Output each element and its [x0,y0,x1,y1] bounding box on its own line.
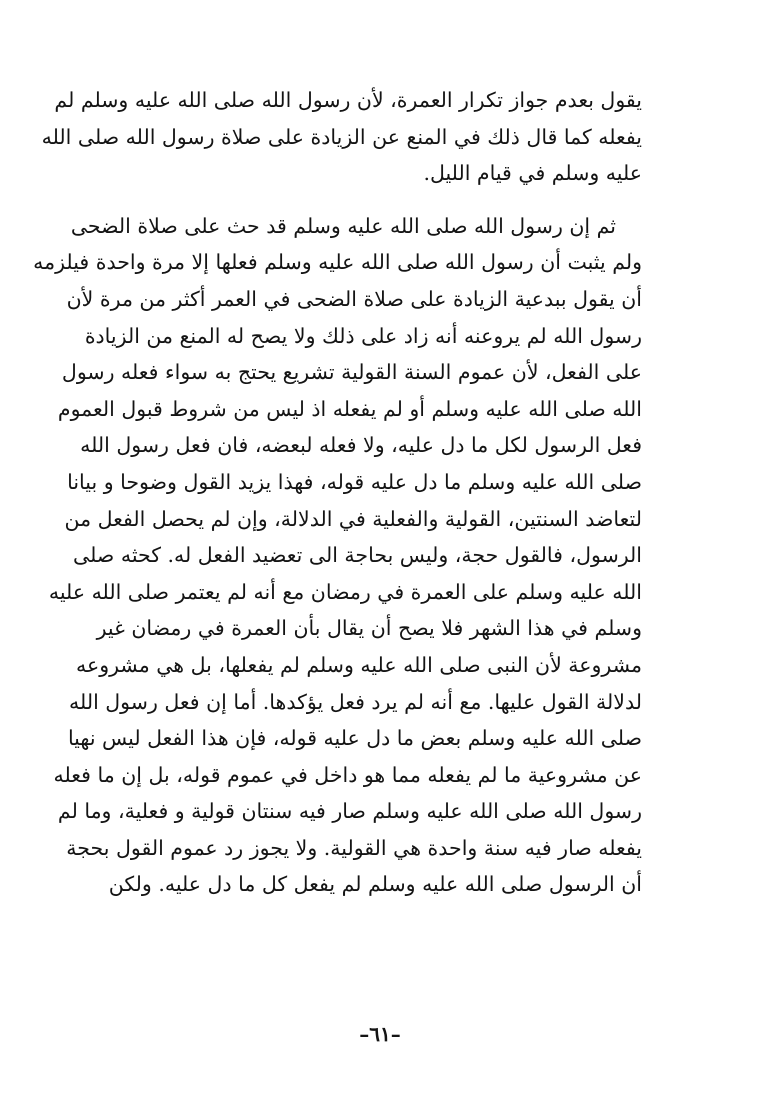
text-line: ثم إن رسول الله صلى الله عليه وسلم قد حث على صلاة الضحى [70,213,616,238]
text-line: يفعله كما قال ذلك في المنع عن الزيادة على صلاة رسول الله صلى الله [41,124,642,149]
text-line: مشروعة لأن النبى صلى الله عليه وسلم لم يفعلها، بل هي مشروعه [75,652,642,677]
text-line: عليه وسلم في قيام الليل. [423,161,642,186]
text-line: الله عليه وسلم على العمرة في رمضان مع أنه لم يعتمر صلى الله عليه [48,579,642,604]
text-line: فعل الرسول لكل ما دل عليه، ولا فعله لبعضه، فان فعل رسول الله [80,433,642,458]
text-line: يقول بعدم جواز تكرار العمرة، لأن رسول الله صلى الله عليه وسلم لم [54,88,642,112]
text-line: وسلم في هذا الشهر فلا يصح أن يقال بأن العمرة في رمضان غير [96,616,642,641]
text-line: صلى الله عليه وسلم بعض ما دل عليه قوله، فإن هذا الفعل ليس نهيا [67,726,642,751]
text-line: صلى الله عليه وسلم ما دل عليه قوله، فهذا يزيد القول وضوحا و بيانا [67,469,642,494]
paragraph-gap [118,192,642,208]
paragraph [33,208,642,903]
text-line: على الفعل، لأن عموم السنة القولية تشريع يحتج به سواء فعله رسول [61,360,642,385]
text-line: رسول الله لم يروعنه أنه زاد على ذلك ولا يصح له المنع من الزيادة [84,323,642,348]
body-text [33,82,642,903]
paragraph [41,82,642,192]
text-line: الرسول، فالقول حجة، وليس بحاجة الى تعضيد الفعل له. كحثه صلى [73,543,642,568]
text-line: يفعله صار فيه سنة واحدة هي القولية. ولا يجوز رد عموم القول بحجة [66,835,642,860]
text-line: عن مشروعية ما لم يفعله مما هو داخل في عموم قوله، بل إن ما فعله [53,762,642,787]
text-line: أن يقول ببدعية الزيادة على صلاة الضحى في العمر أكثر من مرة لأن [66,286,642,311]
text-line: أن الرسول صلى الله عليه وسلم لم يفعل كل ما دل عليه. ولكن [108,872,642,897]
page-number: –٦١– [359,1022,401,1046]
text-line: ولم يثبت أن رسول الله صلى الله عليه وسلم فعلها إلا مرة واحدة فيلزمه [33,250,642,275]
text-line: لدلالة القول عليها. مع أنه لم يرد فعل يؤكدها. أما إن فعل رسول الله [69,689,642,714]
text-line: لتعاضد السنتين، القولية والفعلية في الدلالة، وإن لم يحصل الفعل من [64,506,642,531]
text-line: رسول الله صلى الله عليه وسلم صار فيه سنتان قولية و فعلية، وما لم [57,799,642,824]
text-line: الله صلى الله عليه وسلم أو لم يفعله اذ ليس من شروط قبول العموم [57,396,642,421]
